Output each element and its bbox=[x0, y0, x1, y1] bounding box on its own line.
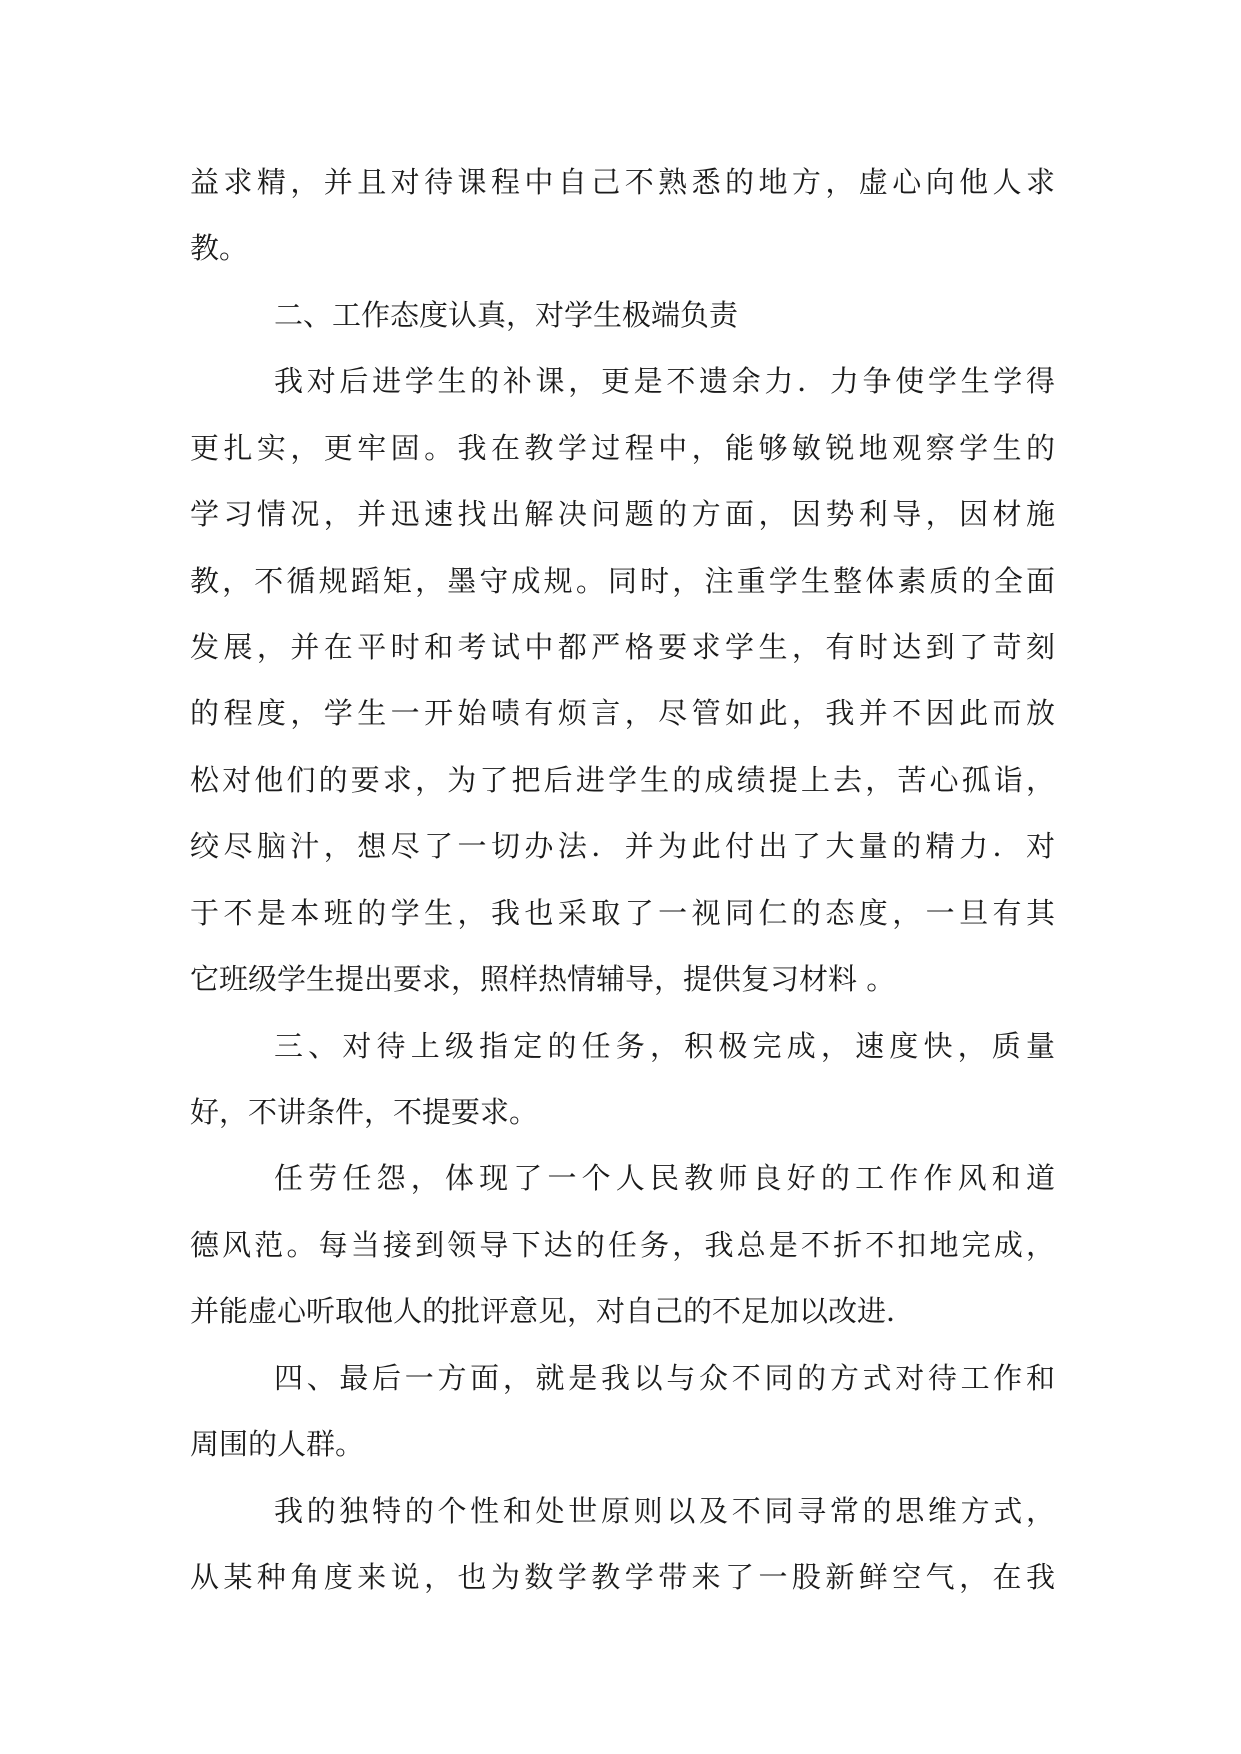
section-heading: 二、工作态度认真，对学生极端负责 bbox=[274, 298, 739, 332]
text-line: 我的独特的个性和处世原则以及不同寻常的思维方式， bbox=[274, 1494, 1055, 1528]
text-line: 更扎实，更牢固。我在教学过程中，能够敏锐地观察学生的 bbox=[190, 431, 1055, 465]
text-line: 益求精，并且对待课程中自己不熟悉的地方，虚心向他人求 bbox=[190, 165, 1055, 199]
text-line: 发展，并在平时和考试中都严格要求学生，有时达到了苛刻 bbox=[190, 630, 1055, 664]
text-line: 我对后进学生的补课，更是不遗余力．力争使学生学得 bbox=[274, 364, 1055, 398]
text-line: 并能虚心听取他人的批评意见，对自己的不足加以改进． bbox=[190, 1294, 916, 1328]
text-line: 于不是本班的学生，我也采取了一视同仁的态度，一旦有其 bbox=[190, 896, 1055, 930]
text-line: 任劳任怨，体现了一个人民教师良好的工作作风和道 bbox=[274, 1161, 1055, 1195]
text-line: 的程度，学生一开始啧有烦言，尽管如此，我并不因此而放 bbox=[190, 696, 1055, 730]
section-heading-continuation: 周围的人群。 bbox=[190, 1427, 365, 1461]
text-line: 德风范。每当接到领导下达的任务，我总是不折不扣地完成， bbox=[190, 1228, 1055, 1262]
text-line: 松对他们的要求，为了把后进学生的成绩提上去，苦心孤诣， bbox=[190, 763, 1055, 797]
section-heading: 四、最后一方面，就是我以与众不同的方式对待工作和 bbox=[274, 1361, 1055, 1395]
section-heading-continuation: 好，不讲条件，不提要求。 bbox=[190, 1095, 539, 1129]
text-line: 教，不循规蹈矩，墨守成规。同时，注重学生整体素质的全面 bbox=[190, 564, 1055, 598]
text-line: 教。 bbox=[190, 231, 249, 265]
section-heading: 三、对待上级指定的任务，积极完成，速度快，质量 bbox=[274, 1029, 1055, 1063]
text-line: 学习情况，并迅速找出解决问题的方面，因势利导，因材施 bbox=[190, 497, 1055, 531]
text-line: 绞尽脑汁，想尽了一切办法．并为此付出了大量的精力．对 bbox=[190, 829, 1055, 863]
text-line: 它班级学生提出要求，照样热情辅导，提供复习材料 。 bbox=[190, 962, 896, 996]
text-line: 从某种角度来说，也为数学教学带来了一股新鲜空气，在我 bbox=[190, 1560, 1055, 1594]
